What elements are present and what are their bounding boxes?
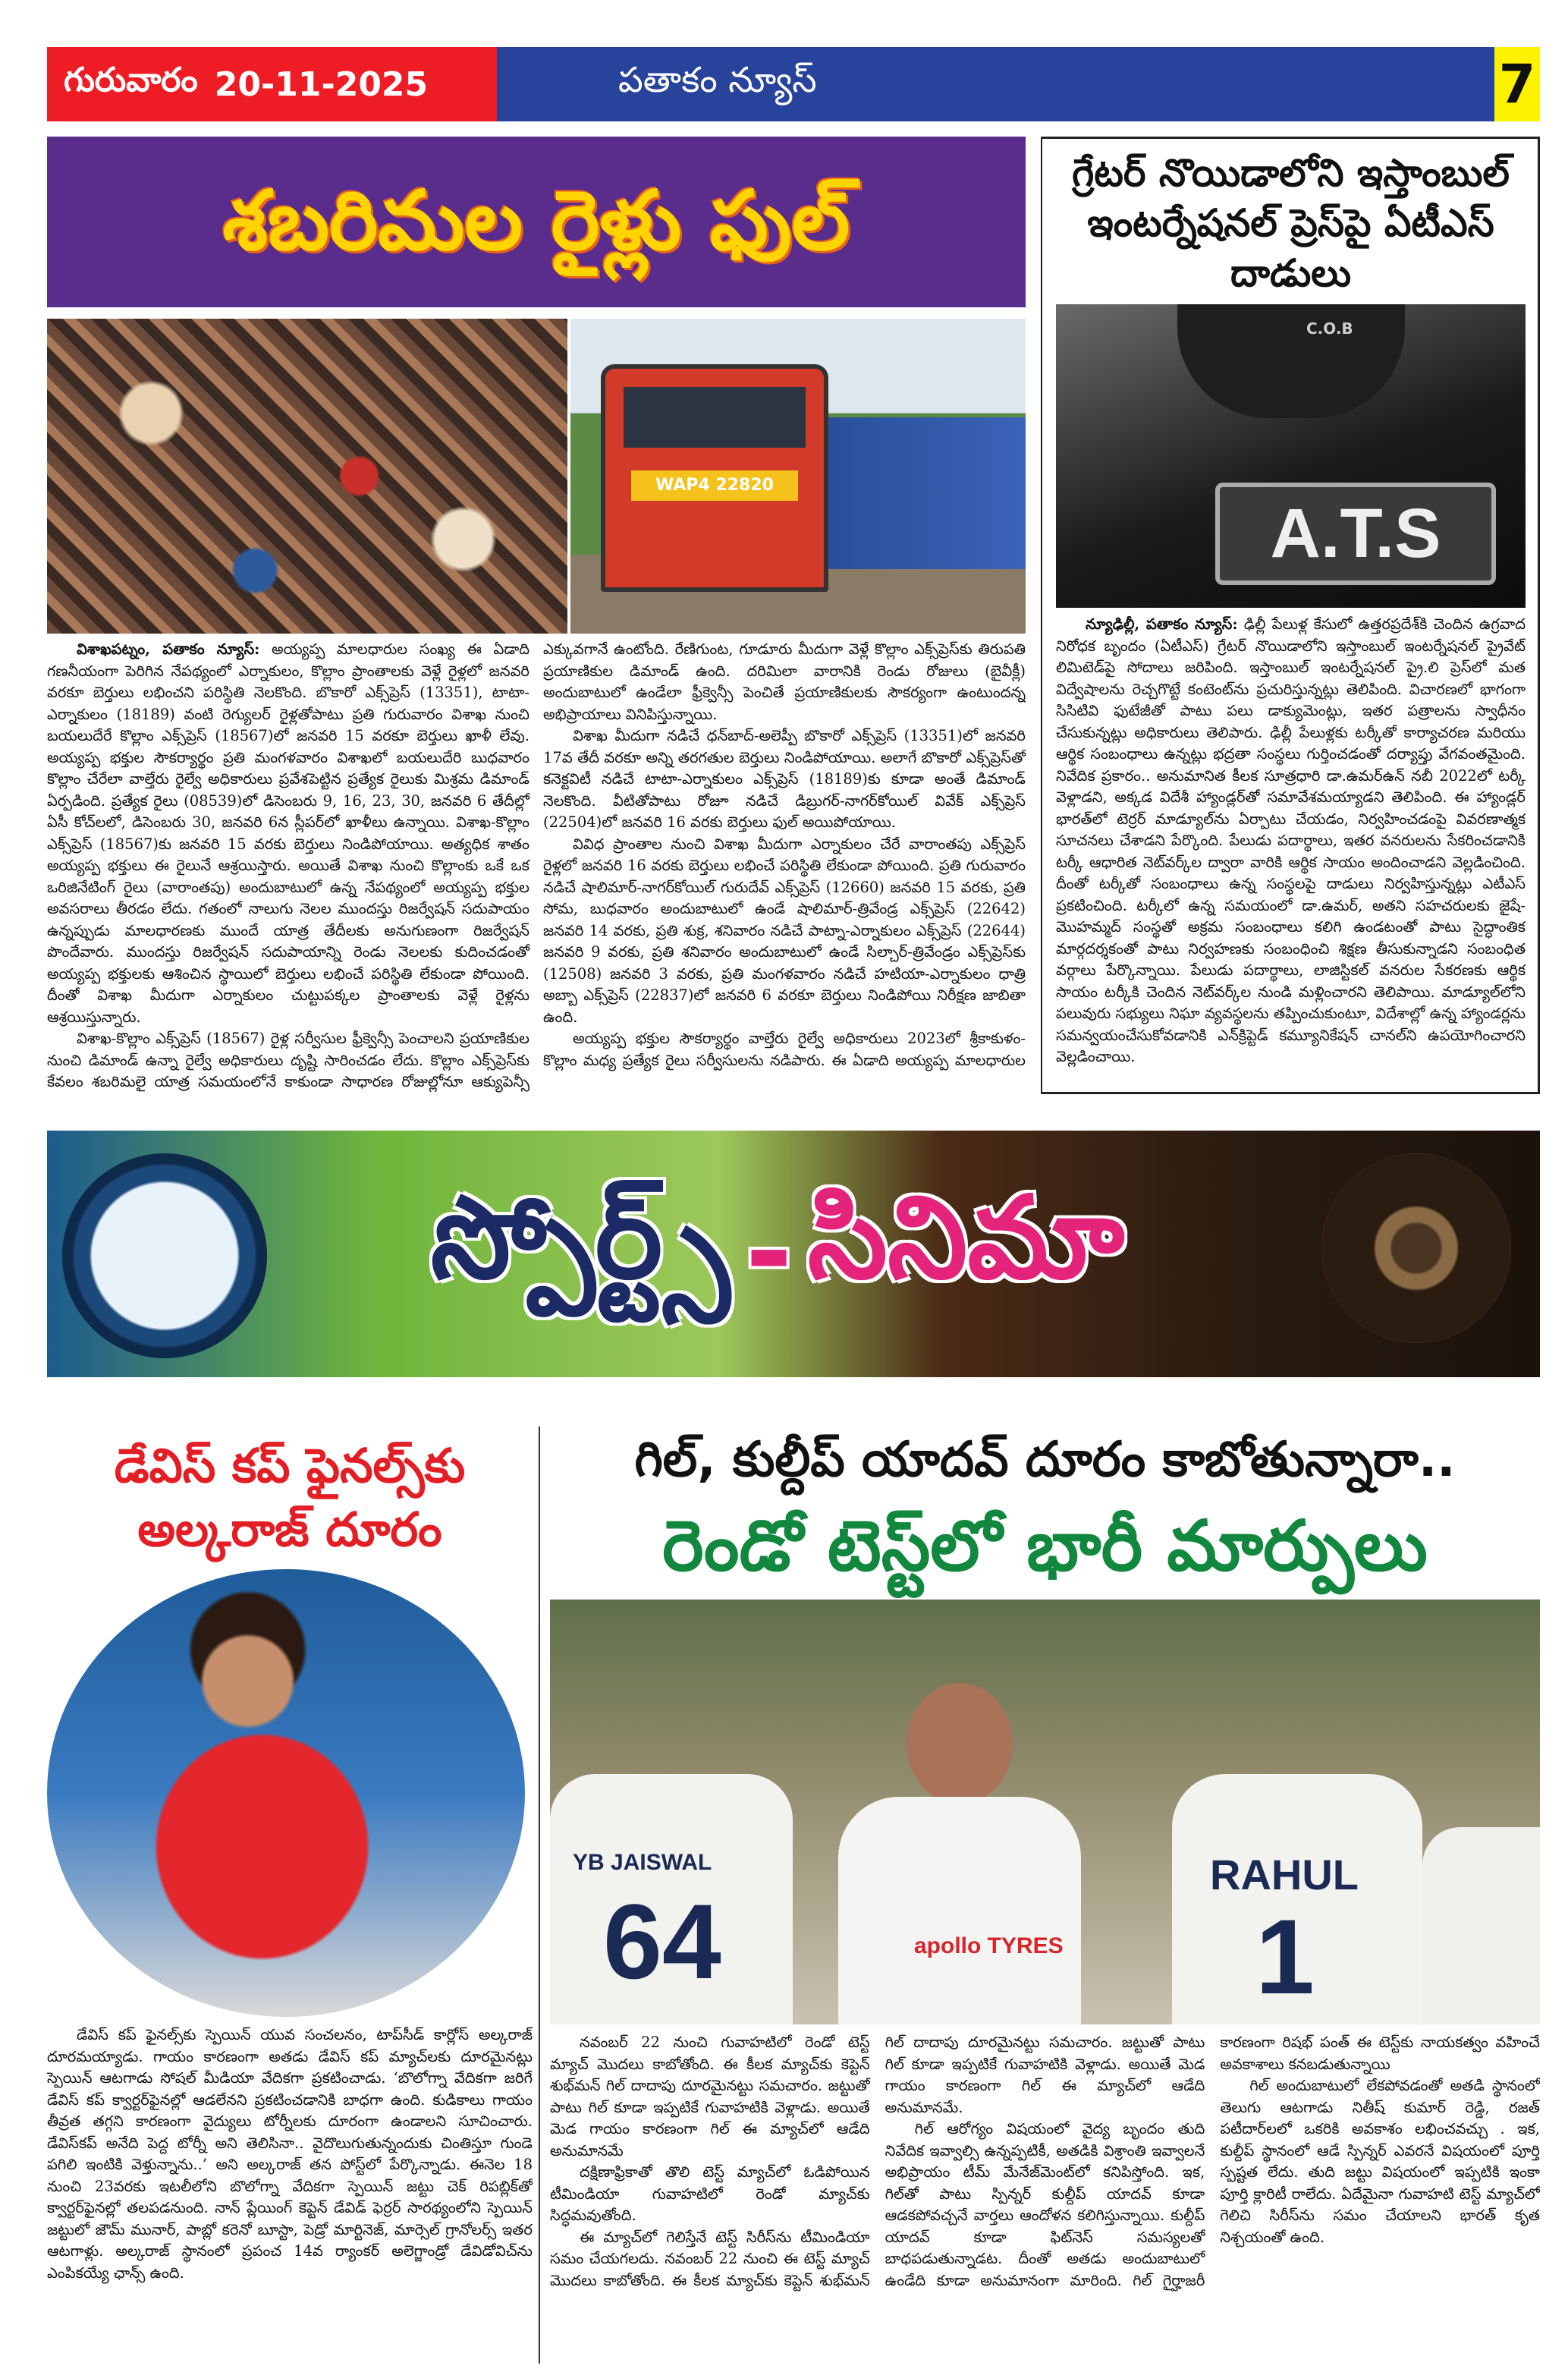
- tennis-article-body: [47, 2024, 533, 2364]
- banner-separator: -: [745, 1186, 793, 1318]
- issue-date: 20-11-2025: [214, 64, 429, 104]
- cricket-story: [550, 1427, 1540, 2364]
- paragraph: నవంబర్ 22 నుంచి గువాహటిలో రెండో టెస్ట్ మ్యాచ్ మొదలు కాబోతోంది. ఈ కీలక మ్యాచ్‌కు కెప్టెన్ శుభ్‌మన్ గిల్ దాదాపు దూరమైనట్టు సమచారం. జట్టుతో పాటు గిల్ కూడా ఇప్పటికే గువాహటికి వెళ్లాడు. అయితే మెడ గాయం కారణంగా గిల్ ఈ మ్యాచ్‌లో ఆడేది అనుమానమే: [550, 2034, 870, 2160]
- cricket-headline: గిల్, కుల్దీప్ యాదవ్ దూరం కాబోతున్నారా..: [634, 1432, 1456, 1488]
- paragraph: అయ్యప్ప మాలధారుల సంఖ్య ఈ ఏడాది గణనీయంగా పెరిగిన నేపథ్యంలో ఎర్నాకులం, కొల్లాం ప్రాంతాలకు వెళ్లే రైళ్లలో జనవరి వరకూ బెర్తులు లభించని పరిస్థితి నెలకొంది. బొకారో ఎక్స్‌ప్రెస్ (13351), టాటా-ఎర్నాకులం (18189) వంటి రెగ్యులర్ రైళ్లతోపాటు ప్రతి గురువారం విశాఖ నుంచి బయలుదేరే కొల్లాం ఎక్స్‌ప్రెస్ (18567)లో జనవరి 15 వరకూ బెర్తులు ఖాళీ లేవు. అయ్యప్ప భక్తుల సౌకర్యార్థం ప్రతి మంగళవారం విశాఖలో బయలుదేరి బుధవారం కొల్లాం చేరేలా వాల్తేరు రైల్వే అధికారులు ప్రవేశపెట్టిన ప్రత్యేక రైలుకు మిశ్రమ డిమాండ్ ఏర్పడింది. ప్రత్యేక రైలు (08539)లో డిసెంబరు 9, 16, 23, 30, జనవరి 6 తేదీల్లో ఏసీ కోచ్‌లలో, డిసెంబరు 30, జనవరి 6న స్లీపర్‌లో ఖాళీలు ఉన్నాయి. విశాఖ-కొల్లాం ఎక్స్‌ప్రెస్ (18567)కు జనవరి 15 వరకు బెర్తులు నిండిపోయాయి. అత్యధిక శాతం అయ్యప్ప భక్తులు ఈ రైలునే ఆశ్రయిస్తారు. అయితే విశాఖ నుంచి కొల్లాంకు ఒకే ఒక ఒరిజినేటింగ్ రైలు (వారాంతపు) అందుబాటులో ఉన్న నేపథ్యంలో అయ్యప్ప భక్తుల అవసరాలు తీరడం లేదు. గతంలో నాలుగు నెలల ముందస్తు రిజర్వేషన్ సదుపాయం ఉన్నప్పుడు మాలధారణకు ముందే యాత్ర తేదీలకు అనుగుణంగా రిజర్వేషన్ పొందేవారు. ముందస్తు రిజర్వేషన్ సదుపాయాన్ని రెండు నెలలకు కుదించడంతో అయ్యప్ప భక్తులకు ఆశించిన స్థాయిలో బెర్తులు లభించే పరిస్థితి లేకుండా పోయింది. దీంతో విశాఖ మీదుగా ఎర్నాకులం చుట్టుపక్కల ప్రాంతాలకు వెళ్లే రైళ్లను ఆశ్రయిస్తున్నారు.: [47, 640, 529, 1026]
- page-number: 7: [1494, 47, 1540, 121]
- paragraph: ఈ మ్యాచ్‌లో గెలిస్తేనే టెస్ట్ సిరీస్‌ను టీమిండియా సమం చేయగలదు. నవంబర్ 22 నుంచి ఈ టెస్ట్ మ్యాచ్ మొదలు కాబోతోంది. ఈ కీలక మ్యాచ్‌కు కెప్టెన్ శుభ్‌మన్ గిల్ దాదాపు దూరమైనట్టు సమచారం. జట్టుతో పాటు గిల్ కూడా ఇప్పటికే గువాహటికి వెళ్లాడు. అయితే మెడ గాయం కారణంగా గిల్ ఈ మ్యాచ్‌లో ఆడేది అనుమానమే.: [550, 2034, 1205, 2289]
- train-photo: [570, 319, 1026, 634]
- banner-title-sports: స్పోర్ట్స్: [430, 1172, 731, 1304]
- jersey-name: RAHUL: [1210, 1851, 1359, 1898]
- banner-title: [288, 1138, 1267, 1366]
- column-divider: [539, 1427, 540, 2364]
- banner-title-cinema: సినిమా: [807, 1172, 1125, 1304]
- tennis-story: [47, 1434, 533, 2364]
- paragraph: వివిధ ప్రాంతాల నుంచి విశాఖ మీదుగా ఎర్నాకులం చేరే వారాంతపు ఎక్స్‌ప్రెస్ రైళ్లలో జనవరి 16 వరకు బెర్తులు లభించే పరిస్థితి లేకుండా పోయింది. ప్రతి గురువారం నడిచే షాలిమార్-నాగర్‌కోయిల్ గురుదేవ్ ఎక్స్‌ప్రెస్ (12660) జనవరి 15 వరకు, ప్రతి సోమ, బుధవారం అందుబాటులో ఉండే షాలిమార్-త్రివేండ్ర ఎక్స్‌ప్రెస్ (22642) జనవరి 14 వరకు, ప్రతి శుక్ర, శనివారం నడిచే పాట్నా-ఎర్నాకులం ఎక్స్‌ప్రెస్ (22644) జనవరి 9 వరకు, ప్రతి శనివారం అందుబాటులో ఉండే సిల్చార్-త్రివేండ్రం ఎక్స్‌ప్రెస్‌కు (12508) జనవరి 3 వరకు, ప్రతి మంగళవారం నడిచే హటియా-ఎర్నాకులం ధాత్రి అబ్బా ఎక్స్‌ప్రెస్ (22837)లో జనవరి 6 వరకూ బెర్తులు నిండిపోయి నిరీక్షణ జాబితా ఉంది.: [543, 835, 1026, 1026]
- lead-article-body: [47, 639, 1026, 1113]
- ats-badge: A.T.S: [1215, 483, 1496, 585]
- headline-line: డేవిస్ కప్ ఫైనల్స్‌కు: [114, 1438, 466, 1493]
- paragraph: గిల్ అందుబాటులో లేకపోవడంతో అతడి స్థానంలో తెలుగు ఆటగాడు నితీష్ కుమార్ రెడ్డి, రజత్ పటీదార్‌లలో ఒకరికి అవకాశం లభించవచ్చు . ఇక, కుల్దీప్ స్థానంలో ఆడే స్పిన్నర్ ఎవరనే విషయంలో పూర్తి స్పష్టత లేదు. తుది జట్టు విషయంలో ఇప్పటికి ఇంకా పూర్తి క్లారిటీ రాలేదు. ఏదేమైనా గువాహటి టెస్ట్ మ్యాచ్‌లో గెలిచి సిరీస్‌ను సమం చేయాలని భారత్ కృత నిశ్చయంతో ఉంది.: [1220, 2077, 1540, 2246]
- cricket-subheadline: రెండో టెస్ట్‌లో భారీ మార్పులు: [662, 1505, 1428, 1587]
- weekday: గురువారం: [64, 61, 198, 99]
- paper-name: పతాకం న్యూస్: [618, 59, 817, 100]
- alcaraz-photo: [47, 1569, 525, 2017]
- ats-story-box: [1041, 137, 1540, 1094]
- jersey-number: 64: [603, 1882, 721, 2001]
- cricket-logo: [62, 1153, 267, 1358]
- paragraph: విశాఖ మీదుగా నడిచే ధన్‌బాద్-అలెప్పీ బొకారో ఎక్స్‌ప్రెస్ (13351)లో జనవరి 17వ తేదీ వరకూ అన్ని తరగతుల బెర్తులు నిండిపోయాయి. అలాగే బొకారో ఎక్స్‌ప్రెస్‌తో కనెక్టవిటీ నడిచే టాటా-ఎర్నాకులం ఎక్స్‌ప్రెస్ (18189)కు కూడా అంతే డిమాండ్ నెలకొంది. వీటితోపాటు రోజూ నడిచే డిబ్రుగర్-నాగర్‌కోయిల్ వివేక్ ఎక్స్‌ప్రెస్ (22504)లో జనవరి 16 వరకు బెర్తులు ఫుల్ అయిపోయాయి.: [543, 727, 1026, 831]
- dateline: న్యూఢిల్లీ, పతాకం న్యూస్:: [1086, 615, 1238, 633]
- headline-line: గ్రేటర్ నొయిడాలోని ఇస్తాంబుల్: [1072, 151, 1510, 195]
- jersey-number: 1: [1255, 1897, 1315, 2016]
- paragraph: విశాఖ-కొల్లాం ఎక్స్‌ప్రెస్ (18567) రైళ్ల సర్వీసుల ఫ్రీక్వెన్సీ పెంచాలని ప్రయాణికుల నుంచి డిమాండ్ ఉన్నా రైల్వే అధికారులు దృష్టి సారించడం లేదు. కొల్లాం ఎక్స్‌ప్రెస్‌కు కేవలం శబరిమలై యాత్ర సమయంలోనే కాకుండా సాధారణ రోజుల్లోనూ ఆక్యుపెన్సీ ఎక్కువగానే ఉంటోంది. రేణిగుంట, గూడూరు మీదుగా వెళ్లే కొల్లాం ఎక్స్‌ప్రెస్‌కు తిరుపతి ప్రయాణికుల డిమాండ్ ఉంది. దరిమిలా వారానికి రెండు రోజులు (బైవీక్లీ) అందుబాటులో ఉండేలా ఫ్రీక్వెన్సీ పెంచితే ప్రయాణికులకు సౌకర్యంగా ఉంటుందన్న అభిప్రాయాలు వినిపిస్తున్నాయి.: [47, 640, 1026, 1090]
- sponsor-logo: apollo TYRES: [914, 1933, 1064, 1958]
- tennis-headline: [47, 1434, 533, 1562]
- locomotive-number: WAP4 22820: [631, 470, 798, 501]
- team-india-photo: [550, 1600, 1540, 2024]
- date-strip: [47, 47, 497, 121]
- headline-line: ఇంటర్నేషనల్ ప్రెస్‌పై ఏటీఎస్ దాడులు: [1087, 201, 1494, 295]
- ats-article-body: [1056, 614, 1526, 1086]
- crowd-photo: [47, 319, 567, 634]
- paragraph: డేవిస్ కప్ ఫైనల్స్‌కు స్పెయిన్ యువ సంచలనం, టాప్‌సీడ్ కార్లోస్ అల్కరాజ్ దూరమయ్యాడు. గాయం కారణంగా అతడు డేవిస్ కప్ మ్యాచ్‌లకు దూరమైనట్లు స్పెయిన్ ఆటగాడు సోషల్ మీడియా వేదికగా ప్రకటించాడు. ‘బొలోగ్నా వేదికగా జరిగే డేవిస్ కప్ క్వార్టర్‌ఫైనల్లో ఆడలేనని ప్రకటించడానికి బాధగా ఉంది. కుడికాలు గాయం తీవ్రత తగ్గని కారణంగా వైద్యులు టోర్నీలకు దూరంగా ఉండాలని సూచించారు. డేవిస్‌కప్ అనేది పెద్ద టోర్నీ అని తెలిసినా.. వైదొలుగుతున్నందుకు చింతిస్తూ గుండె పగిలి ఇంటికి వెళ్తున్నాను..’ అని అల్కరాజ్ తన పోస్ట్‌లో పేర్కొన్నాడు. ఈనెల 18 నుంచి 23వరకు ఇటలీలోని బొలోగ్నా వేదికగా స్పెయిన్ జట్టు చెక్ రిపబ్లిక్‌తో క్వార్టర్‌ఫైనల్లో తలపడనుంది. నాన్ ప్లేయింగ్ కెప్టెన్ డేవిడ్ ఫెర్రర్ సారథ్యంలోని స్పెయిన్ జట్టులో జౌమ్ మునార్, పాబ్లో కరెనో బూస్టా, పెడ్రో మార్టినెజ్, మార్సెల్ గ్రానోలర్స్ ఇతర ఆటగాళ్లు. అల్కరాజ్ స్థానంలో ప్రపంచ 14వ ర్యాంకర్ అలెగ్జాండ్రో డేవిడోవిచ్‌ను ఎంపికయ్యే ఛాన్స్ ఉంది.: [47, 2026, 533, 2282]
- paragraph: గిల్ ఆరోగ్యం విషయంలో వైద్య బృందం తుది నివేదిక ఇవ్వాల్సి ఉన్నప్పటికీ, అతడికి విశ్రాంతి ఇవ్వాలనే అభిప్రాయం టీమ్ మేనేజ్‌మెంట్‌లో కనిపిస్తోంది. ఇక, గిల్‌తో పాటు స్పిన్నర్ కుల్దీప్ యాదవ్ కూడా ఆడకపోవచ్చనే వార్తలు ఆందోళన కలిగిస్తున్నాయి. కుల్దీప్ యాదవ్ కూడా ఫిట్‌నెస్ సమస్యలతో బాధపడుతున్నాడట. దీంతో అతడు అందుబాటులో ఉండేది కూడా అనుమానంగా మారింది. గిల్ గైర్హాజరీ కారణంగా రిషభ్ పంత్ ఈ టెస్ట్‌కు నాయకత్వం వహించే అవకాశాలు కనబడుతున్నాయి: [885, 2034, 1540, 2289]
- headline-line: అల్కరాజ్ దూరం: [137, 1502, 442, 1557]
- dateline: విశాఖపట్నం, పతాకం న్యూస్:: [77, 640, 260, 658]
- helmet-text: C.O.B: [1306, 319, 1353, 338]
- ats-officer-photo: [1056, 304, 1526, 608]
- paragraph: దక్షిణాఫ్రికాతో తొలి టెస్ట్ మ్యాచ్‌లో ఓడిపోయిన టీమిండియా గువాహటిలో రెండో మ్యాచ్‌కు సిద్ధమవుతోంది.: [550, 2163, 870, 2224]
- lead-headline: శబరిమల రైళ్లు ఫుల్: [47, 137, 1026, 307]
- ats-headline: [1056, 148, 1526, 298]
- paragraph: ఢిల్లీ పేలుళ్ల కేసులో ఉత్తరప్రదేశ్‌కి చెందిన ఉగ్రవాద నిరోధక బృందం (ఏటీఎస్) గ్రేటర్ నొయిడాలోని ఇస్తాంబుల్ ఇంటర్నేషనల్ ప్రైవేట్ లిమిటెడ్‌పై సోదాలు జరిపింది. ఇస్తాంబుల్ ఇంటర్నేషనల్ ప్రై.లి ప్రెస్‌లో మత విద్వేషాలను రెచ్చగొట్టే కంటెంట్‌ను ప్రచురిస్తున్నట్లు తెలిపింది. విచారణలో భాగంగా సిసిటివి ఫుటేజీతో పాటు పలు డాక్యుమెంట్లు, ఇతర పత్రాలను స్వాధీనం చేసుకున్నట్లు అధికారులు తెలిపారు. ఢిల్లీ పేలుళ్లకు టర్కీతో కార్యాచరణ మరియు ఆర్థిక సంబంధాలు ఉన్నట్లు భద్రతా సంస్థలు గుర్తించడంతో దర్యాప్తు వేగవంతమైంది. నివేదిక ప్రకారం.. అనుమానిత కీలక సూత్రధారి డా.ఉమర్‌ఉన్ నబీ 2022లో టర్కీ వెళ్లాడని, అక్కడ విదేశీ హ్యాండ్లర్‌తో సమావేశమయ్యాడని తెలిపింది. ఈ హ్యాండ్లర్ భారత్‌లో టెర్రర్ మాడ్యూల్‌ను ఏర్పాటు చేయడం, నిర్వహించడంపై వివరణాత్మక సూచనలు చేశాడని పేర్కొంది. పేలుడు పదార్థాలు, ఇతర వనరులను సేకరించడానికి టర్కీ ఆధారిత నెట్‌వర్క్‌ల ద్వారా వారికి ఆర్థిక సాయం అందించాడని వెల్లడించింది. దీంతో టర్కీతో సంబంధాలు ఉన్న సంస్థలపై దాడులు నిర్వహిస్తున్నట్లు ఎటీఎస్ ప్రకటించింది. టర్కీలో ఉన్న సమయంలో డా.ఉమర్, అతని సహచరులకు జైషే-మొహమ్మద్ సంస్థతో అక్రమ సంబంధాలు కలిగి ఉండటంతో పాటు సైద్ధాంతిక మార్గదర్శకంతో పాటు నిర్వహణకు సంబంధించి శిక్షణ తీసుకున్నాడని సంబంధిత వర్గాలు పేర్కొన్నాయి. పేలుడు పదార్థాలు, లాజిస్టికల్ వనరుల సేకరణకు ఆర్థిక సాయం టర్కీకి చెందిన నెట్‌వర్క్‌ల నుండి మళ్లించారని తెలిపాయి. మాడ్యూల్‌లోని పలువురు సభ్యులు నిఘా వ్యవస్థలను తప్పించుకుంటూ, విదేశాల్లో ఉన్న హ్యాండర్లను సమన్వయంచేసుకోవడానికి ఎన్‌క్రిప్టెడ్ కమ్యూనికేషన్ చానల్‌ని ఉపయోగించారని వెల్లడించాయి.: [1056, 615, 1526, 1065]
- jersey-name: YB JAISWAL: [573, 1850, 712, 1875]
- film-reel-icon: [1321, 1153, 1511, 1343]
- masthead: [497, 47, 1494, 121]
- paragraph: అయ్యప్ప భక్తుల సౌకర్యార్థం వాల్తేరు రైల్వే అధికారులు 2023లో శ్రీకాకుళం-కొల్లాం మధ్య ప్రత్యేక రైలు సర్వీసులను నడిపారు. ఈ ఏడాది అయ్యప్ప మాలధారుల: [543, 1030, 1026, 1069]
- cricket-article-body: [550, 2032, 1540, 2364]
